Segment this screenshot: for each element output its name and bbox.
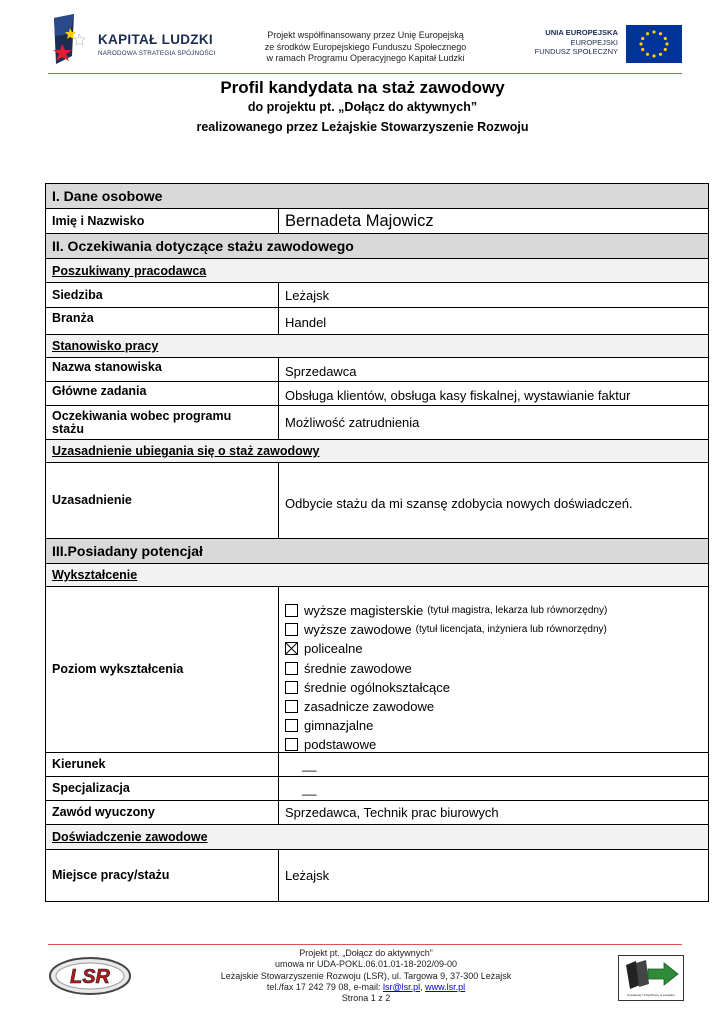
lsr-logo (48, 956, 132, 996)
program-expectations-value: Możliwość zatrudnienia (285, 415, 420, 430)
row-justification (46, 463, 708, 539)
row-position-name (46, 358, 708, 382)
row-program-expectations (46, 406, 708, 440)
education-level-options (285, 601, 607, 755)
footer-separator: , (420, 981, 426, 992)
footer-phone: tel./fax 17 242 79 08, e-mail: (266, 981, 383, 992)
x-mark-icon (286, 643, 297, 654)
checkbox[interactable] (285, 604, 298, 617)
checkbox[interactable] (285, 623, 298, 636)
footer-project: Projekt pt. „Dołącz do aktywnych” (299, 948, 433, 958)
group-title: Doświadczenie zawodowe (52, 830, 208, 844)
program-expectations-label-line-2: stażu (52, 421, 84, 436)
education-option-label: wyższe magisterskie (304, 603, 424, 619)
workplace-label: Miejsce pracy/stażu (46, 850, 279, 901)
row-education-level (46, 587, 708, 753)
direction-label: Kierunek (46, 753, 279, 776)
education-option (285, 639, 607, 658)
kapital-ludzki-logo (52, 14, 232, 70)
cofinancing-line-1: Projekt współfinansowany przez Unię Europejską (267, 30, 464, 40)
cofinancing-line-2: ze środków Europejskiego Funduszu Społecznego (264, 41, 467, 52)
education-option-label: średnie zawodowe (304, 660, 412, 676)
education-option (285, 697, 607, 716)
pup-logo (618, 955, 684, 1001)
eu-label-line-1: UNIA EUROPEJSKA (545, 28, 618, 37)
group-experience (46, 825, 708, 850)
footer-contact (150, 982, 582, 993)
profession-label: Zawód wyuczony (46, 801, 279, 824)
section-personal-data (46, 184, 708, 209)
seat-value: Leżajsk (285, 287, 330, 303)
education-option-note: (tytuł licencjata, inżyniera lub równorzędny) (415, 624, 607, 636)
row-main-tasks (46, 382, 708, 406)
page-subtitle-project: do projektu pt. „Dołącz do aktywnych” (247, 100, 478, 114)
education-option-label: wyższe zawodowe (304, 622, 412, 638)
checked-checkbox[interactable] (285, 642, 298, 655)
footer-address: Leżajskie Stowarzyszenie Rozwoju (LSR), ul. Targowa 9, 37-300 Leżajsk (220, 970, 512, 981)
row-specialization (46, 777, 708, 801)
seat-label: Siedziba (46, 283, 279, 307)
group-position (46, 335, 708, 358)
section-title: III.Posiadany potencjał (52, 543, 203, 559)
main-tasks-label: Główne zadania (46, 382, 279, 405)
group-title: Poszukiwany pracodawca (52, 263, 207, 278)
footer-divider (48, 944, 682, 945)
row-direction (46, 753, 708, 777)
group-title: Wykształcenie (52, 568, 138, 582)
group-employer (46, 259, 708, 283)
education-option (285, 716, 607, 735)
checkbox[interactable] (285, 662, 298, 675)
kapital-ludzki-title: KAPITAŁ LUDZKI (98, 32, 213, 47)
group-title: Stanowisko pracy (52, 339, 159, 353)
position-name-value: Sprzedawca (285, 364, 357, 379)
section-internship-expectations (46, 234, 708, 259)
checkbox[interactable] (285, 719, 298, 732)
group-title: Uzasadnienie ubiegania się o staż zawodowy (52, 444, 320, 458)
candidate-profile-form (45, 183, 709, 902)
section-title: I. Dane osobowe (52, 188, 163, 204)
profession-value: Sprzedawca, Technik prac biurowych (285, 805, 499, 820)
email-link[interactable]: lsr@lsr.pl (382, 981, 421, 992)
page-header (0, 0, 725, 80)
education-option (285, 601, 607, 620)
justification-label: Uzasadnienie (46, 463, 279, 538)
education-option-label: gimnazjalne (304, 718, 374, 734)
eu-flag-icon (626, 25, 682, 63)
checkbox[interactable] (285, 738, 298, 751)
direction-value: __ (302, 757, 317, 772)
row-profession (46, 801, 708, 825)
group-education (46, 564, 708, 587)
education-option (285, 678, 607, 697)
page-title: Profil kandydata na staż zawodowy (220, 78, 505, 97)
pup-logo-text: Powiatowy Urząd Pracy w Leżajsku (627, 993, 675, 997)
cofinancing-line-3: w ramach Programu Operacyjnego Kapitał Ludzki (266, 53, 465, 63)
position-name-label: Nazwa stanowiska (46, 358, 279, 381)
footer-info (150, 948, 582, 1004)
education-option-label: średnie ogólnokształcące (304, 679, 450, 695)
website-link[interactable]: www.lsr.pl (425, 981, 466, 992)
row-full-name (46, 209, 708, 234)
row-industry (46, 308, 708, 335)
page-subtitle-organizer: realizowanego przez Leżajskie Stowarzyszenie Rozwoju (196, 120, 529, 134)
justification-value: Odbycie stażu da mi szansę zdobycia nowych doświadczeń. (285, 496, 633, 511)
program-expectations-label-line-1: Oczekiwania wobec programu (52, 408, 232, 423)
education-option (285, 620, 607, 639)
workplace-value: Leżajsk (285, 868, 330, 883)
education-option-label: zasadnicze zawodowe (304, 699, 435, 715)
checkbox[interactable] (285, 700, 298, 713)
main-tasks-value: Obsługa klientów, obsługa kasy fiskalnej, wystawianie faktur (285, 387, 631, 403)
page-number: Strona 1 z 2 (341, 993, 391, 1004)
education-option-label: podstawowe (304, 737, 377, 753)
checkbox[interactable] (285, 681, 298, 694)
group-justification (46, 440, 708, 463)
eu-fund-label (526, 28, 618, 57)
cofinancing-note (238, 30, 493, 65)
kapital-ludzki-emblem-icon (52, 14, 92, 68)
education-option (285, 659, 607, 678)
industry-label: Branża (46, 308, 279, 334)
kapital-ludzki-subtitle: NARODOWA STRATEGIA SPÓJNOŚCI (98, 50, 216, 57)
full-name-label: Imię i Nazwisko (46, 209, 279, 233)
education-option-note: (tytuł magistra, lekarza lub równorzędny) (427, 605, 608, 617)
eu-label-line-2: EUROPEJSKI (570, 37, 618, 47)
education-option-label: policealne (304, 641, 363, 657)
row-workplace (46, 850, 708, 901)
lsr-logo-text: LSR (70, 966, 110, 988)
footer-contract: umowa nr UDA-POKL.06.01.01-18-202/09-00 (274, 959, 458, 970)
specialization-label: Specjalizacja (46, 777, 279, 800)
eu-label-line-3: FUNDUSZ SPOŁECZNY (534, 47, 618, 56)
section-potential (46, 539, 708, 564)
row-seat (46, 283, 708, 308)
full-name-value: Bernadeta Majowicz (285, 211, 434, 230)
education-level-label: Poziom wykształcenia (46, 587, 279, 752)
industry-value: Handel (285, 315, 327, 330)
header-divider (48, 73, 682, 74)
section-title: II. Oczekiwania dotyczące stażu zawodowego (52, 238, 354, 254)
program-expectations-label (46, 406, 279, 439)
specialization-value: __ (302, 781, 317, 796)
education-option (285, 735, 607, 754)
